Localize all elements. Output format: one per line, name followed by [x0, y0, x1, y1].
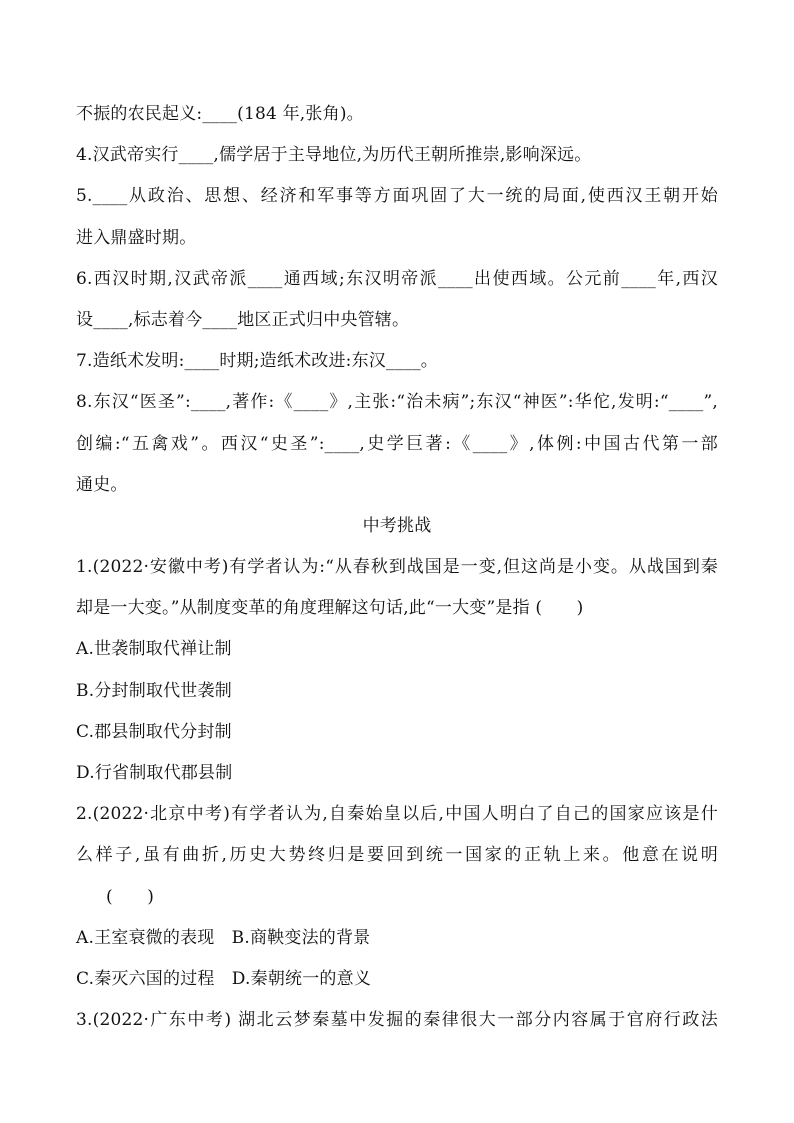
question-7: 7.造纸术发明:____时期;造纸术改进:东汉____。 [76, 351, 439, 372]
options-ab: A.王室衰微的表现 B.商鞅变法的背景 [76, 927, 371, 948]
question-8-continued: 创编:“五禽戏”。西汉“史圣”:____,史学巨著:《____》,体例:中国古代第一部 [76, 433, 718, 454]
challenge-question-1: 1.(2022·安徽中考)有学者认为:“从春秋到战国是一变,但这尚是小变。从战国到秦 [76, 557, 718, 578]
section-title: 中考挑战 [362, 515, 432, 536]
option-d: D.行省制取代郡县制 [76, 763, 233, 783]
options-cd: C.秦灭六国的过程 D.秦朝统一的意义 [76, 968, 372, 989]
question-8: 8.东汉“医圣”:____,著作:《____》,主张:“治未病”;东汉“神医”:华佗,发明:“____”, [76, 392, 718, 413]
text-line-peasant-uprising: 不振的农民起义:____(184 年,张角)。 [76, 104, 364, 124]
question-5-continued: 进入鼎盛时期。 [76, 227, 197, 248]
challenge-question-3: 3.(2022·广东中考) 湖北云梦秦墓中发掘的秦律很大一部分内容属于官府行政法 [76, 1010, 718, 1031]
question-6: 6.西汉时期,汉武帝派____通西域;东汉明帝派____出使西域。公元前____年,西汉 [76, 268, 718, 289]
challenge-question-2-continued: 么样子,虽有曲折,历史大势终归是要回到统一国家的正轨上来。他意在说明 [76, 845, 718, 866]
challenge-question-1-continued: 却是一大变。”从制度变革的角度理解这句话,此“一大变”是指 ( ) [76, 598, 584, 619]
question-4: 4.汉武帝实行____,儒学居于主导地位,为历代王朝所推崇,影响深远。 [76, 145, 592, 166]
option-c: C.郡县制取代分封制 [76, 721, 232, 742]
answer-parentheses: ( ) [106, 886, 155, 907]
question-5: 5.____从政治、思想、经济和军事等方面巩固了大一统的局面,使西汉王朝开始 [76, 186, 718, 207]
question-8-end: 通史。 [76, 474, 128, 495]
question-6-continued: 设____,标志着今____地区正式归中央管辖。 [76, 309, 410, 330]
option-a: A.世袭制取代禅让制 [76, 639, 232, 660]
document-page [76, 94, 718, 1041]
option-b: B.分封制取代世袭制 [76, 680, 232, 701]
challenge-question-2: 2.(2022·北京中考)有学者认为,自秦始皇以后,中国人明白了自己的国家应该是什 [76, 804, 718, 825]
